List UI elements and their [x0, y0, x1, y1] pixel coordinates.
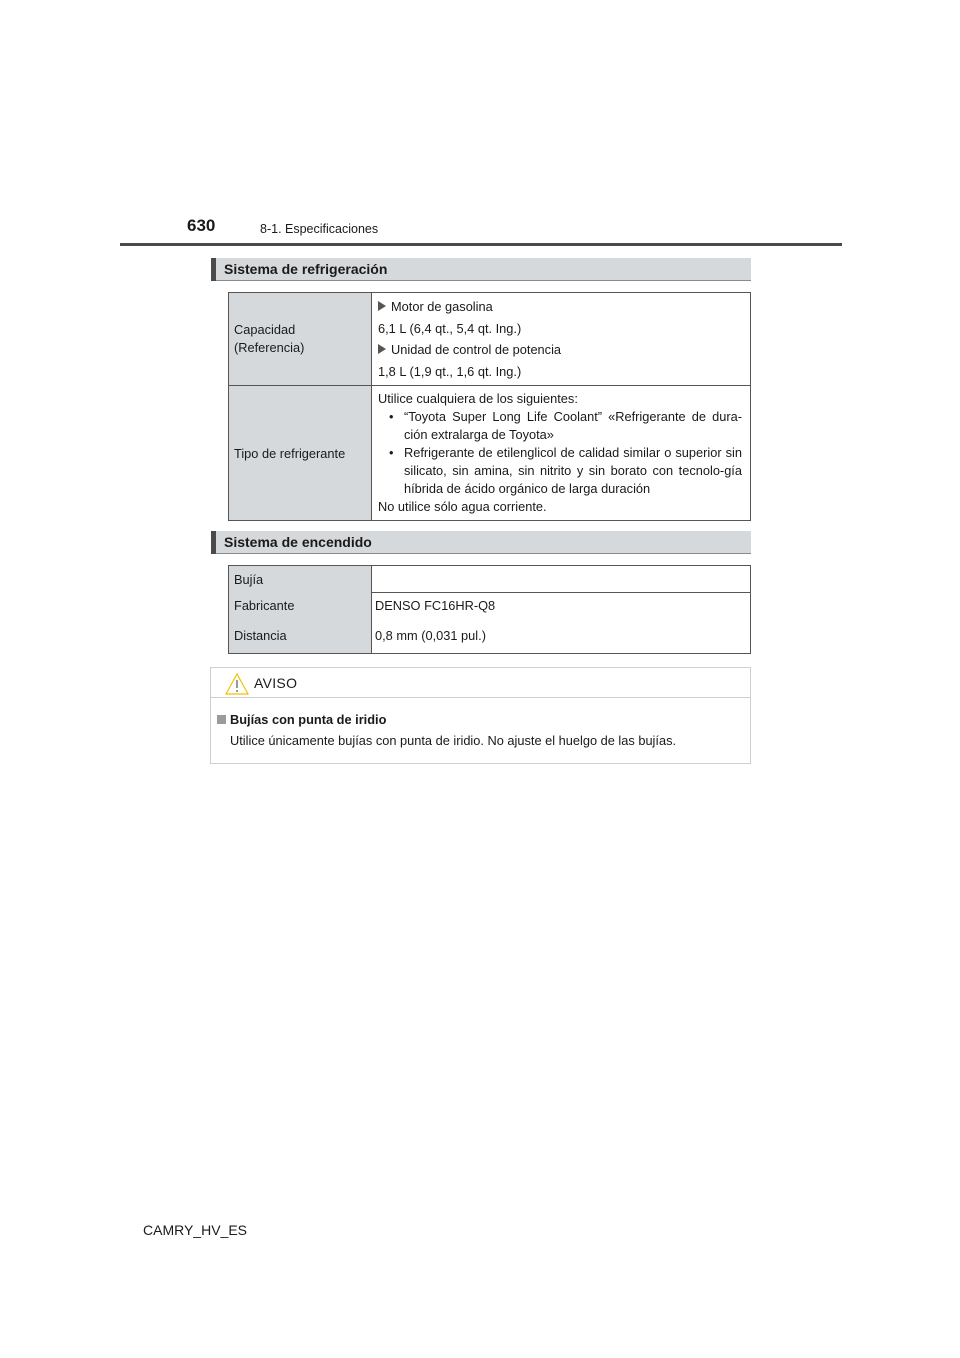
square-bullet-icon [217, 715, 226, 724]
gap-label: Distancia [229, 619, 372, 654]
table-row [229, 386, 751, 521]
notice-item-text: Utilice únicamente bujías con punta de iridio. No ajuste el huelgo de las bujías. [230, 733, 677, 748]
section-header-bar [211, 258, 216, 281]
header-divider [120, 243, 842, 246]
capacity-value [372, 293, 751, 386]
capacity-label-line: Capacidad [234, 322, 296, 337]
pcu-capacity: 1,8 L (1,9 qt., 1,6 qt. Ing.) [378, 364, 522, 379]
coolant-option-text: Refrigerante de etilenglicol de calidad similar o superior sin silicato, sin amina, sin nitrito y sin borato con tecnolo-gía híbrida de ácido orgánico de larga duración [404, 445, 742, 496]
page-number: 630 [187, 216, 216, 235]
cooling-section-header [211, 258, 751, 281]
notice-title: AVISO [254, 675, 298, 691]
table-row [229, 293, 751, 386]
table-row [229, 619, 751, 654]
bullet-dot: • [389, 445, 394, 460]
manufacturer-value: DENSO FC16HR-Q8 [372, 593, 751, 619]
coolant-option [378, 408, 742, 444]
warning-triangle-icon [225, 673, 249, 695]
coolant-note: No utilice sólo agua corriente. [378, 499, 547, 514]
coolant-option-text: “Toyota Super Long Life Coolant” «Refrigerante de dura-ción extralarga de Toyota» [404, 409, 742, 442]
cooling-section-title: Sistema de refrigeración [224, 261, 388, 277]
bullet-dot: • [389, 409, 394, 424]
cooling-spec-table [228, 292, 751, 521]
section-header-bar [211, 531, 216, 554]
footer-document-code: CAMRY_HV_ES [143, 1222, 248, 1238]
gasoline-capacity: 6,1 L (6,4 qt., 5,4 qt. Ing.) [378, 321, 522, 336]
spark-plug-label: Bujía [229, 566, 372, 593]
coolant-type-value [372, 386, 751, 521]
coolant-intro: Utilice cualquiera de los siguientes: [378, 391, 578, 406]
triangle-bullet-icon [378, 301, 386, 311]
coolant-type-label: Tipo de refrigerante [229, 386, 372, 521]
gap-value: 0,8 mm (0,031 pul.) [372, 619, 751, 654]
capacity-label [229, 293, 372, 386]
pcu-heading-text: Unidad de control de potencia [391, 342, 562, 357]
manufacturer-label: Fabricante [229, 593, 372, 619]
ignition-spec-table [228, 565, 751, 654]
table-row [229, 566, 751, 593]
notice-box [210, 667, 751, 764]
triangle-bullet-icon [378, 344, 386, 354]
notice-item-title-text: Bujías con punta de iridio [230, 712, 387, 727]
notice-item-heading [217, 712, 386, 727]
notice-header [211, 668, 750, 698]
pcu-heading [378, 341, 742, 359]
ignition-section-title: Sistema de encendido [224, 534, 372, 550]
table-row [229, 593, 751, 619]
capacity-label-line: (Referencia) [234, 340, 305, 355]
section-breadcrumb: 8-1. Especificaciones [260, 222, 379, 236]
gasoline-heading [378, 298, 742, 316]
ignition-section-header [211, 531, 751, 554]
coolant-option [378, 444, 742, 498]
gasoline-heading-text: Motor de gasolina [391, 299, 493, 314]
spark-plug-value [372, 566, 751, 593]
